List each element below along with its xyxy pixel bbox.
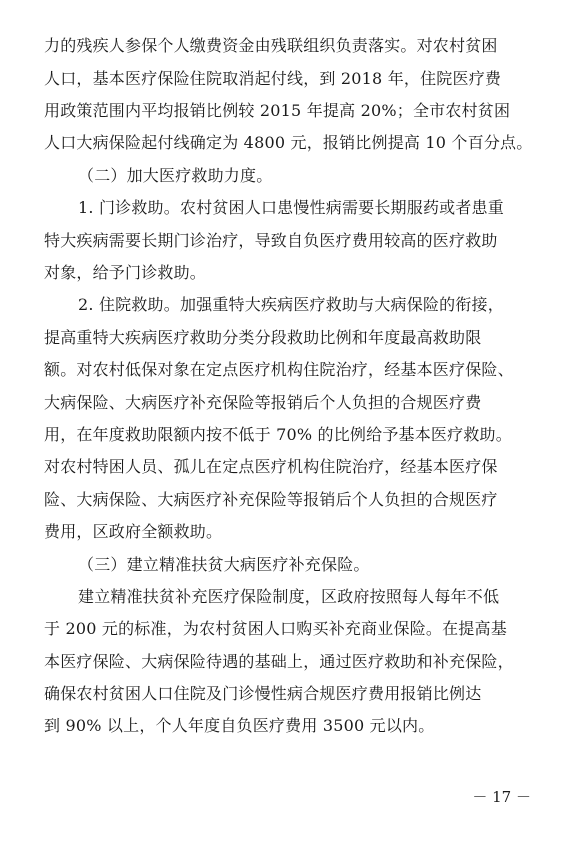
text-line: 2. 住院救助。加强重特大疾病医疗救助与大病保险的衔接，: [78, 295, 504, 314]
text-line: 险、大病保险、大病医疗补充保险等报销后个人负担的合规医疗: [44, 490, 498, 509]
text-line: 确保农村贫困人口住院及门诊慢性病合规医疗费用报销比例达: [44, 684, 482, 703]
text-line: 1. 门诊救助。农村贫困人口患慢性病需要长期服药或者患重: [78, 198, 504, 217]
text-line: 额。对农村低保对象在定点医疗机构住院治疗，经基本医疗保险、: [44, 360, 514, 379]
text-line: 到 90% 以上，个人年度自负医疗费用 3500 元以内。: [44, 716, 435, 735]
text-line: 人口大病保险起付线确定为 4800 元，报销比例提高 10 个百分点。: [44, 133, 533, 152]
text-line: 大病保险、大病医疗补充保险等报销后个人负担的合规医疗费: [44, 393, 482, 412]
page-number: － 17 －: [472, 788, 531, 806]
text-line: 提高重特大疾病医疗救助分类分段救助比例和年度最高救助限: [44, 328, 482, 347]
text-line: 对农村特困人员、孤儿在定点医疗机构住院治疗，经基本医疗保: [44, 457, 498, 476]
text-line: 用政策范围内平均报销比例较 2015 年提高 20%；全市农村贫困: [44, 101, 511, 120]
text-line: 人口，基本医疗保险住院取消起付线，到 2018 年，住院医疗费: [44, 69, 502, 88]
section-heading: （三）建立精准扶贫大病医疗补充保险。: [78, 555, 370, 574]
text-line: 用，在年度救助限额内按不低于 70% 的比例给予基本医疗救助。: [44, 425, 512, 444]
text-line: 于 200 元的标准，为农村贫困人口购买补充商业保险。在提高基: [44, 619, 507, 638]
text-line: 力的残疾人参保个人缴费资金由残联组织负责落实。对农村贫困: [44, 36, 498, 55]
text-line: 特大疾病需要长期门诊治疗，导致自负医疗费用较高的医疗救助: [44, 231, 498, 250]
text-line: 本医疗保险、大病保险待遇的基础上，通过医疗救助和补充保险，: [44, 652, 514, 671]
text-line: 费用，区政府全额救助。: [44, 522, 223, 541]
text-line: 对象，给予门诊救助。: [44, 263, 207, 282]
section-heading: （二）加大医疗救助力度。: [78, 166, 273, 185]
text-line: 建立精准扶贫补充医疗保险制度，区政府按照每人每年不低: [78, 587, 500, 606]
